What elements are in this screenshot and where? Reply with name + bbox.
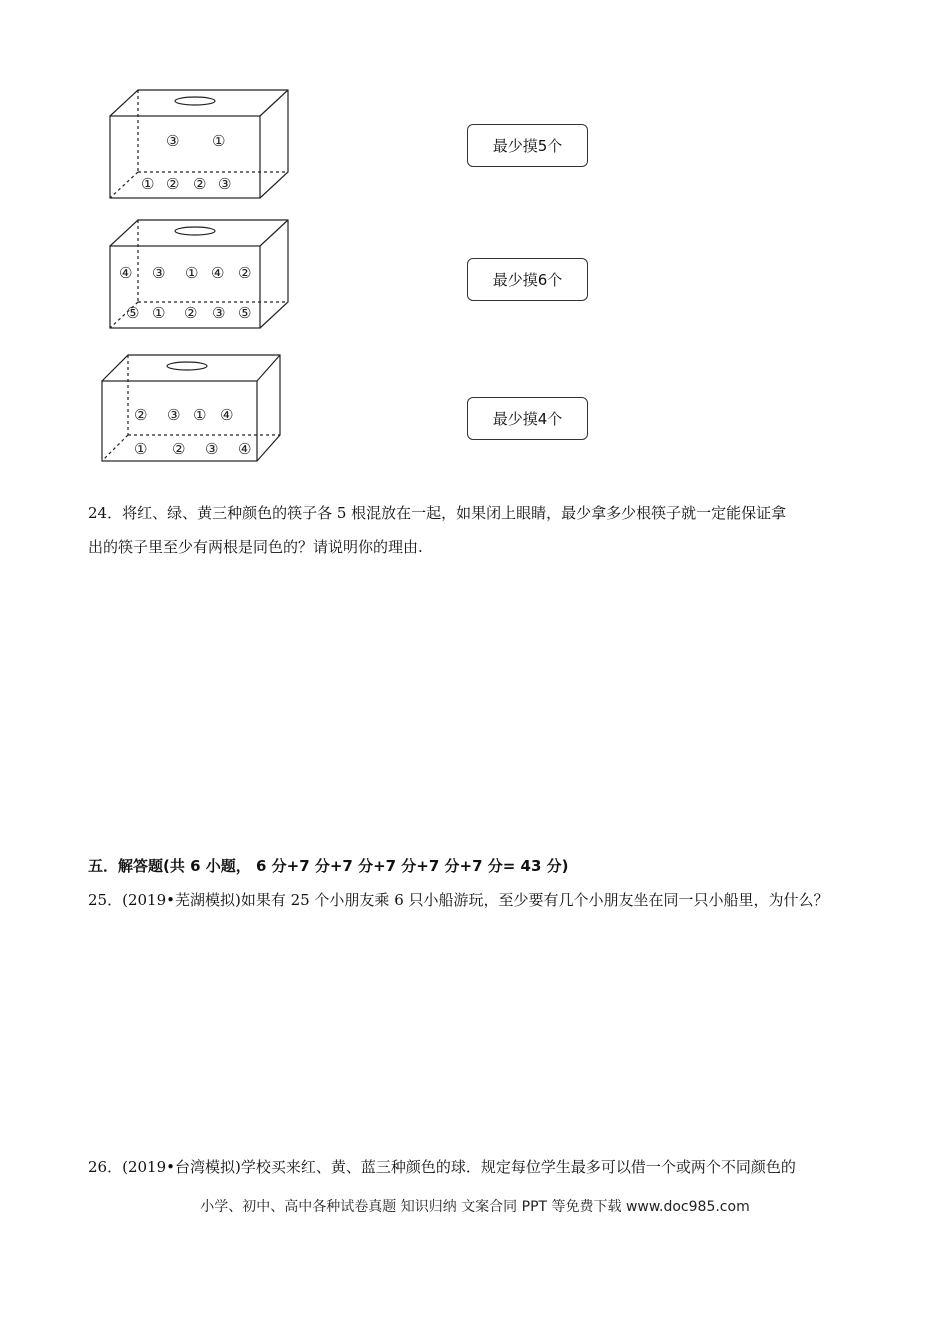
question-26: 26．(2019•台湾模拟)学校买来红、黄、蓝三种颜色的球．规定每位学生最多可以借一个或两个不同颜色的 [88,1158,796,1176]
ball: ① [212,132,226,150]
ball: ① [193,406,207,424]
ball: ④ [220,406,234,424]
ball: ③ [218,175,232,193]
box-2-answer-label: 最少摸6个 [467,258,588,301]
ball: ② [193,175,207,193]
box-figure-1 [108,88,293,200]
ball: ③ [152,264,166,282]
ball: ④ [238,440,252,458]
ball: ① [185,264,199,282]
ball: ⑤ [126,304,140,322]
ball: ③ [166,132,180,150]
ball: ⑤ [238,304,252,322]
ball: ② [172,440,186,458]
ball: ③ [212,304,226,322]
ball: ④ [211,264,225,282]
ball: ② [166,175,180,193]
ball: ① [141,175,155,193]
ball: ② [238,264,252,282]
box-1-answer-label: 最少摸5个 [467,124,588,167]
section-5-heading: 五．解答题(共 6 小题， 6 分+7 分+7 分+7 分+7 分+7 分= 43 分) [88,857,569,875]
ball: ④ [119,264,133,282]
question-25: 25．(2019•芜湖模拟)如果有 25 个小朋友乘 6 只小船游玩，至少要有几个小朋友坐在同一只小船里，为什么？ [88,891,829,909]
question-24-line-2: 出的筷子里至少有两根是同色的？请说明你的理由. [88,538,423,556]
box-3-answer-label: 最少摸4个 [467,397,588,440]
ball: ③ [205,440,219,458]
ball: ② [184,304,198,322]
box-figure-3 [100,353,285,465]
ball: ② [134,406,148,424]
ball: ③ [167,406,181,424]
question-24-line-1: 24．将红、绿、黄三种颜色的筷子各 5 根混放在一起，如果闭上眼睛，最少拿多少根筷子就一定能保证拿 [88,504,787,522]
ball: ① [134,440,148,458]
page-footer: 小学、初中、高中各种试卷真题 知识归纳 文案合同 PPT 等免费下载 www.doc985.com [200,1199,750,1215]
ball: ① [152,304,166,322]
question-24 [88,496,878,564]
box-figure-2 [108,218,293,330]
